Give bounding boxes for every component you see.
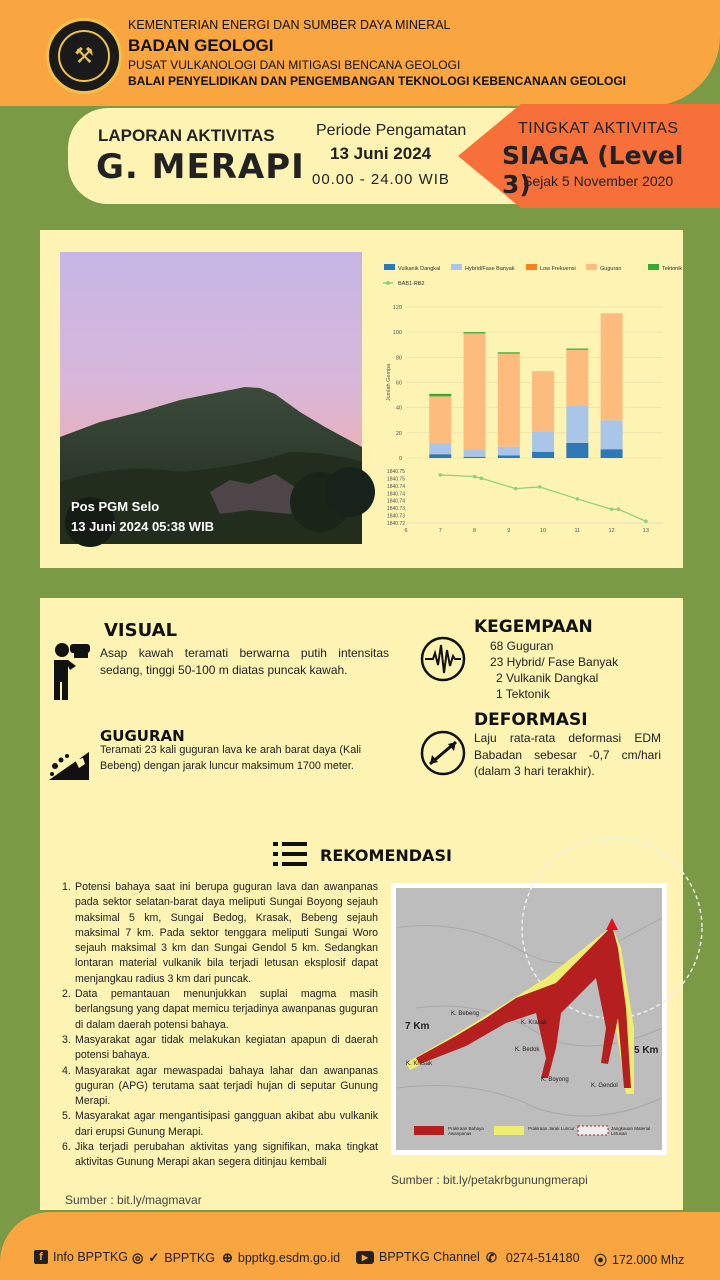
level-label: TINGKAT AKTIVITAS	[518, 120, 679, 137]
rockfall-icon	[45, 744, 91, 782]
bar-segment	[532, 452, 554, 458]
y-tick-label: 1840.72	[386, 521, 405, 527]
legend-label: BAB1-RB2	[398, 281, 425, 287]
y-tick-label: 0	[398, 456, 402, 462]
volcano-name: G. MERAPI	[96, 147, 305, 187]
footer-youtube-label: BPPTKG Channel	[379, 1250, 480, 1264]
series-line	[440, 475, 646, 521]
guguran-title: GUGURAN	[100, 727, 185, 745]
list-item: 6. Jika terjadi perubahan aktivitas yang signifikan, maka tingkat aktivitas Gunung Merapi akan segera ditinjau kembali	[62, 1141, 378, 1169]
bar-segment	[429, 396, 451, 443]
map-dist-right: 5 Km	[634, 1045, 659, 1056]
footer-bar	[0, 1212, 720, 1280]
kegempaan-item-1: 68 Guguran	[490, 639, 554, 653]
legend-label: Tektonik	[662, 266, 683, 272]
photo-timestamp: 13 Juni 2024 05:38 WIB	[71, 519, 215, 534]
level-value: SIAGA (Level 3)	[502, 141, 684, 199]
line-chart	[387, 469, 663, 534]
y-tick-label: 80	[395, 355, 402, 362]
y-tick-label: 1840.73	[386, 506, 405, 513]
map-source: Sumber : bit.ly/petakrbgunungmerapi	[391, 1173, 588, 1187]
y-tick-label: 1840.74	[386, 491, 405, 498]
y-tick-label: 60	[395, 380, 402, 387]
center-name: PUSAT VULKANOLOGI DAN MITIGASI BENCANA GEOLOGI	[128, 58, 461, 72]
bar-segment	[532, 371, 554, 431]
bar-segment	[498, 455, 520, 458]
rekomendasi-title: REKOMENDASI	[320, 846, 452, 865]
map-label-bedok: K. Bedok	[515, 1047, 540, 1053]
y-tick-label: 100	[392, 330, 402, 337]
kegempaan-item-4: 1 Tektonik	[496, 687, 550, 701]
y-tick-label: 40	[395, 405, 402, 412]
visual-title: VISUAL	[104, 620, 178, 641]
footer-social[interactable]	[132, 1250, 215, 1266]
x-tick-label: 8	[473, 528, 477, 534]
x-tick-label: 9	[507, 528, 511, 534]
bar-segment	[566, 443, 588, 458]
badan-geologi-logo	[46, 18, 122, 94]
map-label-krasak-top: K. Krasak	[521, 1020, 548, 1026]
bar-segment	[498, 352, 520, 353]
gear-icon: ⚒	[58, 30, 110, 82]
x-tick-label: 10	[540, 528, 547, 534]
list-item: 5. Masyarakat agar mengantisipasi gangguan akibat abu vulkanik dari erupsi Gunung Merapi.	[62, 1110, 378, 1138]
data-point	[514, 487, 518, 491]
y-tick-label: 120	[392, 305, 402, 311]
bar-segment	[601, 449, 623, 458]
bar-segment	[601, 420, 623, 449]
globe-icon: ⊕	[222, 1250, 233, 1265]
seismic-chart	[378, 255, 683, 535]
legend-label: Vulkanik Dangkal	[398, 266, 441, 272]
x-tick-label: 12	[608, 528, 615, 534]
data-point	[473, 475, 477, 479]
footer-social-label: BPPTKG	[164, 1251, 215, 1265]
period-date: 13 Juni 2024	[330, 144, 432, 163]
footer-youtube[interactable]	[356, 1250, 480, 1264]
legend-swatch	[586, 264, 597, 270]
recommendation-source: Sumber : bit.ly/magmavar	[65, 1193, 202, 1207]
data-point	[617, 507, 621, 511]
bar-segment	[429, 454, 451, 458]
period-time: 00.00 - 24.00 WIB	[312, 171, 450, 188]
data-point	[610, 507, 614, 511]
phone-icon: ✆	[486, 1250, 497, 1265]
data-point	[576, 497, 580, 501]
recommendation-list	[62, 880, 378, 1171]
footer-radio-label: 172.000 Mhz	[612, 1252, 685, 1267]
y-tick-label: 1840.74	[386, 483, 405, 490]
legend-point	[386, 281, 390, 285]
x-tick-label: 7	[438, 528, 442, 534]
bar-segment	[601, 313, 623, 420]
bar-segment	[429, 394, 451, 397]
data-point	[480, 477, 484, 481]
instagram-icon: ◎	[132, 1250, 144, 1265]
bar-segment	[498, 354, 520, 447]
list-icon	[273, 841, 307, 867]
y-tick-label: 1840.75	[386, 476, 405, 483]
legend-swatch	[451, 264, 462, 270]
bar-segment	[429, 443, 451, 454]
legend-swatch	[648, 264, 659, 270]
y-tick-label: 1840.73	[386, 513, 405, 520]
map-label-boyong: K. Boyong	[541, 1077, 569, 1083]
bar-segment	[498, 447, 520, 456]
y-axis-label: Jumlah Gempa	[386, 363, 392, 402]
ministry-name: KEMENTERIAN ENERGI DAN SUMBER DAYA MINERAL	[128, 18, 451, 32]
bar-segment	[464, 449, 486, 457]
bar-segment	[464, 332, 486, 333]
map-label-gendol: K. Gendol	[591, 1083, 618, 1089]
radio-icon: ⦿	[594, 1253, 608, 1268]
office-name: BALAI PENYELIDIKAN DAN PENGEMBANGAN TEKNOLOGI KEBENCANAAN GEOLOGI	[128, 74, 627, 88]
footer-phone[interactable]	[486, 1250, 580, 1266]
youtube-icon: ▶	[356, 1251, 374, 1264]
map-legend-3: Jangkauan Material Letusan	[611, 1126, 651, 1136]
x-tick-label: 11	[574, 528, 581, 534]
bar-segment	[532, 432, 554, 452]
y-tick-label: 1840.75	[386, 469, 405, 475]
report-label: LAPORAN AKTIVITAS	[98, 126, 275, 145]
deformation-icon	[420, 730, 466, 776]
list-item: 4. Masyarakat agar mewaspadai bahaya lahar dan awanpanas guguran (APG) terutama saat terjadi hujan di seputar Gunung Merapi.	[62, 1064, 378, 1108]
footer-facebook-label: Info BPPTKG	[53, 1250, 129, 1264]
deformasi-title: DEFORMASI	[474, 710, 588, 730]
chart-legend	[383, 264, 682, 287]
twitter-icon: ✓	[148, 1250, 160, 1265]
map-label-bebeng: K. Bebeng	[451, 1011, 480, 1017]
data-point	[438, 473, 442, 477]
list-item: 1. Potensi bahaya saat ini berupa guguran lava dan awanpanas pada sektor selatan-barat daya meliputi Sungai Boyong sejauh maksimal 5 km, Sungai Bedog, Krasak, Bebeng sejauh maksimal 7 km. Pada sektor tenggara meliputi Sungai Woro sejauh maksimal 3 km dan Sungai Gendol 5 km. Sedangkan lontaran material vulkanik bila terjadi letusan eksplosif dapat menjangkau radius 3 km dari puncak.	[62, 881, 378, 985]
bar-segment	[566, 349, 588, 350]
kegempaan-item-3: 2 Vulkanik Dangkal	[496, 671, 599, 685]
bar-chart	[386, 305, 663, 462]
legend-swatch	[384, 264, 395, 270]
bar-segment	[464, 333, 486, 449]
bar-segment	[566, 350, 588, 405]
photo-station-label: Pos PGM Selo	[71, 499, 160, 514]
footer-phone-label: 0274-514180	[505, 1251, 580, 1265]
legend-label: Hybrid/Fase Banyak	[465, 266, 515, 272]
legend-label: Low Frekuensi	[540, 266, 576, 272]
agency-name: BADAN GEOLOGI	[128, 36, 274, 55]
legend-swatch	[526, 264, 537, 270]
x-tick-label: 13	[642, 528, 649, 534]
seismograph-icon	[420, 636, 466, 682]
level-since: Sejak 5 November 2020	[523, 173, 674, 189]
bar-segment	[464, 457, 486, 458]
guguran-text: Teramati 23 kali guguran lava ke arah barat daya (Kali Bebeng) dengan jarak luncur maksimum 1700 meter.	[100, 744, 361, 772]
legend-label: Guguran	[600, 266, 622, 272]
y-tick-label: 1840.74	[386, 498, 405, 505]
footer-radio[interactable]	[594, 1250, 684, 1269]
footer-web-label: bpptkg.esdm.go.id	[237, 1251, 341, 1265]
map-legend-2: Prakiraan Jarak Luncur	[528, 1126, 575, 1131]
x-tick-label: 6	[404, 528, 408, 534]
list-item: 2. Data pemantauan menunjukkan suplai magma masih berlangsung yang dapat memicu terjadinya awanpanas guguran di dalam daerah potensi bahaya.	[62, 988, 378, 1031]
y-tick-label: 20	[395, 430, 402, 437]
kegempaan-item-2: 23 Hybrid/ Fase Banyak	[490, 655, 619, 669]
data-point	[644, 519, 648, 523]
footer-facebook[interactable]	[34, 1250, 128, 1264]
hazard-map	[391, 883, 667, 1155]
kegempaan-title: KEGEMPAAN	[474, 617, 593, 637]
map-legend-1: Prakiraan Bahaya Awanpanas	[448, 1126, 484, 1136]
map-dist-left: 7 Km	[405, 1021, 430, 1032]
map-label-krasak: K. Krasak	[406, 1061, 433, 1067]
deformasi-text: Laju rata-rata deformasi EDM Babadan sebesar -0,7 cm/hari (dalam 3 hari terakhir).	[474, 731, 661, 778]
period-label: Periode Pengamatan	[316, 122, 467, 139]
list-item: 3. Masyarakat agar tidak melakukan kegiatan apapun di daerah potensi bahaya.	[62, 1033, 378, 1062]
binoculars-icon	[48, 640, 94, 702]
footer-web[interactable]	[222, 1250, 340, 1266]
bar-segment	[566, 405, 588, 443]
visual-text: Asap kawah teramati berwarna putih intensitas sedang, tinggi 50-100 m diatas puncak kawah.	[100, 646, 389, 677]
data-point	[538, 485, 542, 489]
facebook-icon: f	[34, 1250, 48, 1264]
